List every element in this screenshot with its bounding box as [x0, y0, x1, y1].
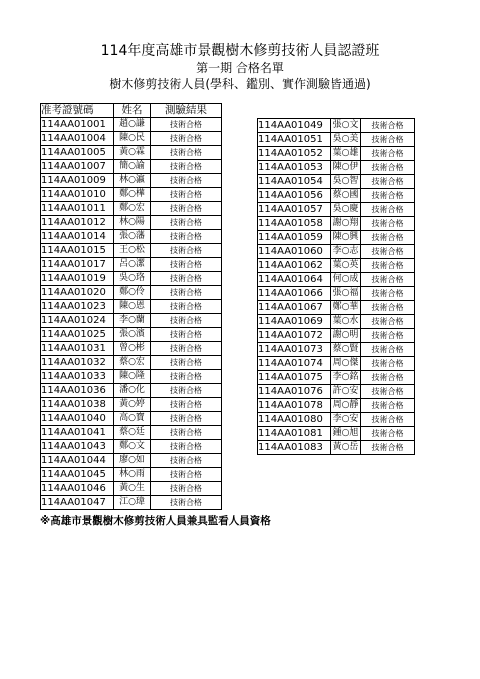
exam-number: 114AA01076	[258, 385, 331, 399]
candidate-name: 張○濱	[114, 328, 151, 342]
exam-number: 114AA01062	[258, 259, 331, 273]
table-row	[258, 273, 415, 287]
test-result: 技術合格	[361, 133, 415, 147]
candidate-name: 鄭○華	[331, 301, 361, 315]
page-subtitle-category: 樹木修剪技術人員(學科、鑑別、實作測驗皆通過)	[109, 77, 371, 91]
candidate-name: 陳○民	[114, 132, 151, 146]
candidate-name: 鄭○伶	[114, 286, 151, 300]
candidate-name: 趙○謙	[114, 118, 151, 132]
test-result: 技術合格	[361, 399, 415, 413]
table-row	[258, 427, 415, 441]
test-result: 技術合格	[151, 300, 222, 314]
table-row	[41, 272, 222, 286]
table-row	[41, 398, 222, 412]
test-result: 技術合格	[151, 272, 222, 286]
exam-number: 114AA01066	[258, 287, 331, 301]
test-result: 技術合格	[151, 440, 222, 454]
test-result: 技術合格	[151, 174, 222, 188]
table-row	[258, 189, 415, 203]
candidate-name: 黃○岳	[331, 441, 361, 455]
table-row	[258, 133, 415, 147]
exam-number: 114AA01004	[41, 132, 114, 146]
table-row	[41, 384, 222, 398]
exam-number: 114AA01045	[41, 468, 114, 482]
table-row	[41, 244, 222, 258]
table-row	[41, 300, 222, 314]
exam-number: 114AA01049	[258, 119, 331, 133]
candidate-name: 李○銘	[331, 371, 361, 385]
table-row	[258, 413, 415, 427]
exam-number: 114AA01075	[258, 371, 331, 385]
exam-number: 114AA01053	[258, 161, 331, 175]
candidate-name: 江○瑋	[114, 496, 151, 510]
test-result: 技術合格	[151, 482, 222, 496]
table-row	[41, 468, 222, 482]
test-result: 技術合格	[151, 342, 222, 356]
test-result: 技術合格	[361, 329, 415, 343]
candidate-name: 呂○潔	[114, 258, 151, 272]
table-row	[41, 496, 222, 510]
test-result: 技術合格	[361, 203, 415, 217]
exam-number: 114AA01051	[258, 133, 331, 147]
candidate-name: 陳○恩	[114, 300, 151, 314]
exam-number: 114AA01017	[41, 258, 114, 272]
exam-number: 114AA01058	[258, 217, 331, 231]
test-result: 技術合格	[151, 314, 222, 328]
exam-number: 114AA01019	[41, 272, 114, 286]
exam-number: 114AA01023	[41, 300, 114, 314]
test-result: 技術合格	[361, 147, 415, 161]
table-row	[41, 132, 222, 146]
left-roster-body	[41, 118, 222, 510]
test-result: 技術合格	[361, 343, 415, 357]
candidate-name: 李○志	[331, 245, 361, 259]
candidate-name: 李○安	[331, 413, 361, 427]
table-row	[258, 231, 415, 245]
table-row	[258, 399, 415, 413]
test-result: 技術合格	[151, 160, 222, 174]
table-row	[41, 454, 222, 468]
test-result: 技術合格	[361, 175, 415, 189]
candidate-name: 林○雨	[114, 468, 151, 482]
exam-number: 114AA01040	[41, 412, 114, 426]
candidate-name: 吳○美	[331, 133, 361, 147]
table-row	[41, 328, 222, 342]
exam-number: 114AA01010	[41, 188, 114, 202]
exam-number: 114AA01074	[258, 357, 331, 371]
candidate-name: 廖○如	[114, 454, 151, 468]
left-roster-table	[40, 103, 222, 510]
table-row	[258, 371, 415, 385]
exam-number: 114AA01064	[258, 273, 331, 287]
test-result: 技術合格	[151, 230, 222, 244]
test-result: 技術合格	[151, 118, 222, 132]
table-row	[258, 385, 415, 399]
candidate-name: 陳○興	[331, 231, 361, 245]
test-result: 技術合格	[151, 258, 222, 272]
candidate-name: 吳○珞	[114, 272, 151, 286]
exam-number: 114AA01031	[41, 342, 114, 356]
exam-number: 114AA01032	[41, 356, 114, 370]
table-row	[258, 357, 415, 371]
table-row	[41, 482, 222, 496]
test-result: 技術合格	[151, 146, 222, 160]
candidate-name: 蔡○國	[331, 189, 361, 203]
table-row	[258, 441, 415, 455]
candidate-name: 陳○伊	[331, 161, 361, 175]
exam-number: 114AA01041	[41, 426, 114, 440]
table-row	[258, 259, 415, 273]
exam-number: 114AA01033	[41, 370, 114, 384]
candidate-name: 何○成	[331, 273, 361, 287]
exam-number: 114AA01081	[258, 427, 331, 441]
right-roster-table	[257, 118, 415, 455]
exam-number: 114AA01047	[41, 496, 114, 510]
test-result: 技術合格	[361, 385, 415, 399]
candidate-name: 蔡○廷	[114, 426, 151, 440]
exam-number: 114AA01020	[41, 286, 114, 300]
test-result: 技術合格	[151, 370, 222, 384]
candidate-name: 許○安	[331, 385, 361, 399]
exam-number: 114AA01060	[258, 245, 331, 259]
candidate-name: 張○文	[331, 119, 361, 133]
candidate-name: 鄭○宏	[114, 202, 151, 216]
exam-number: 114AA01059	[258, 231, 331, 245]
exam-number: 114AA01069	[258, 315, 331, 329]
test-result: 技術合格	[361, 413, 415, 427]
candidate-name: 黃○生	[114, 482, 151, 496]
candidate-name: 吳○智	[331, 175, 361, 189]
test-result: 技術合格	[151, 496, 222, 510]
candidate-name: 鍾○旭	[331, 427, 361, 441]
candidate-name: 高○寶	[114, 412, 151, 426]
table-row	[258, 245, 415, 259]
test-result: 技術合格	[151, 468, 222, 482]
table-row	[41, 370, 222, 384]
exam-number: 114AA01044	[41, 454, 114, 468]
table-row	[258, 119, 415, 133]
test-result: 技術合格	[361, 287, 415, 301]
exam-number: 114AA01046	[41, 482, 114, 496]
table-row	[41, 160, 222, 174]
table-row	[258, 343, 415, 357]
table-row	[258, 329, 415, 343]
exam-number: 114AA01056	[258, 189, 331, 203]
table-row	[258, 287, 415, 301]
exam-number: 114AA01052	[258, 147, 331, 161]
exam-number: 114AA01005	[41, 146, 114, 160]
test-result: 技術合格	[361, 371, 415, 385]
test-result: 技術合格	[361, 231, 415, 245]
exam-number: 114AA01083	[258, 441, 331, 455]
test-result: 技術合格	[361, 301, 415, 315]
exam-number: 114AA01036	[41, 384, 114, 398]
table-row	[41, 356, 222, 370]
table-row	[258, 315, 415, 329]
test-result: 技術合格	[151, 356, 222, 370]
exam-number: 114AA01073	[258, 343, 331, 357]
table-row	[41, 258, 222, 272]
candidate-name: 李○蘭	[114, 314, 151, 328]
exam-number: 114AA01038	[41, 398, 114, 412]
exam-number: 114AA01001	[41, 118, 114, 132]
candidate-name: 葉○英	[331, 259, 361, 273]
table-row	[41, 188, 222, 202]
candidate-name: 鄭○文	[114, 440, 151, 454]
test-result: 技術合格	[151, 426, 222, 440]
test-result: 技術合格	[361, 441, 415, 455]
candidate-name: 蔡○賢	[331, 343, 361, 357]
candidate-name: 吳○慶	[331, 203, 361, 217]
candidate-name: 黃○婷	[114, 398, 151, 412]
exam-number: 114AA01078	[258, 399, 331, 413]
test-result: 技術合格	[361, 273, 415, 287]
table-row	[41, 426, 222, 440]
exam-number: 114AA01057	[258, 203, 331, 217]
exam-number: 114AA01043	[41, 440, 114, 454]
exam-number: 114AA01025	[41, 328, 114, 342]
test-result: 技術合格	[361, 161, 415, 175]
table-row	[258, 161, 415, 175]
exam-number: 114AA01014	[41, 230, 114, 244]
candidate-name: 林○瀛	[114, 174, 151, 188]
column-header-name: 姓名	[114, 104, 151, 118]
test-result: 技術合格	[151, 384, 222, 398]
exam-number: 114AA01072	[258, 329, 331, 343]
exam-number: 114AA01015	[41, 244, 114, 258]
table-row	[258, 217, 415, 231]
test-result: 技術合格	[361, 357, 415, 371]
candidate-name: 陳○隆	[114, 370, 151, 384]
test-result: 技術合格	[151, 244, 222, 258]
table-row	[41, 440, 222, 454]
exam-number: 114AA01009	[41, 174, 114, 188]
test-result: 技術合格	[151, 188, 222, 202]
candidate-name: 張○福	[331, 287, 361, 301]
candidate-name: 曾○彬	[114, 342, 151, 356]
candidate-name: 葉○水	[331, 315, 361, 329]
exam-number: 114AA01024	[41, 314, 114, 328]
table-row	[258, 301, 415, 315]
footer-note: ※高雄市景觀樹木修剪技術人員兼具監看人員資格	[40, 515, 271, 527]
candidate-name: 張○藩	[114, 230, 151, 244]
test-result: 技術合格	[361, 259, 415, 273]
candidate-name: 謝○明	[331, 329, 361, 343]
exam-number: 114AA01080	[258, 413, 331, 427]
table-row	[258, 203, 415, 217]
candidate-name: 王○松	[114, 244, 151, 258]
exam-number: 114AA01011	[41, 202, 114, 216]
test-result: 技術合格	[151, 286, 222, 300]
table-row	[41, 174, 222, 188]
test-result: 技術合格	[151, 454, 222, 468]
table-row	[41, 314, 222, 328]
page-title: 114年度高雄市景觀樹木修剪技術人員認證班	[100, 43, 380, 59]
column-header-result: 測驗結果	[151, 104, 222, 118]
page-subtitle: 第一期 合格名單	[196, 61, 284, 75]
test-result: 技術合格	[361, 217, 415, 231]
table-row	[41, 286, 222, 300]
exam-number: 114AA01012	[41, 216, 114, 230]
exam-number: 114AA01007	[41, 160, 114, 174]
test-result: 技術合格	[361, 189, 415, 203]
candidate-name: 簡○諭	[114, 160, 151, 174]
table-row	[41, 230, 222, 244]
candidate-name: 周○傑	[331, 357, 361, 371]
candidate-name: 黃○霖	[114, 146, 151, 160]
table-row	[41, 146, 222, 160]
test-result: 技術合格	[361, 315, 415, 329]
test-result: 技術合格	[151, 398, 222, 412]
candidate-name: 葉○雄	[331, 147, 361, 161]
table-row	[41, 412, 222, 426]
candidate-name: 蔡○宏	[114, 356, 151, 370]
table-row	[258, 175, 415, 189]
test-result: 技術合格	[361, 427, 415, 441]
test-result: 技術合格	[151, 412, 222, 426]
table-row	[41, 118, 222, 132]
table-row	[41, 342, 222, 356]
test-result: 技術合格	[151, 216, 222, 230]
test-result: 技術合格	[361, 119, 415, 133]
column-header-id: 准考證號碼	[41, 104, 114, 118]
table-row	[41, 202, 222, 216]
table-header-row	[41, 104, 222, 118]
candidate-name: 潘○化	[114, 384, 151, 398]
test-result: 技術合格	[151, 132, 222, 146]
table-row	[258, 147, 415, 161]
test-result: 技術合格	[361, 245, 415, 259]
exam-number: 114AA01067	[258, 301, 331, 315]
test-result: 技術合格	[151, 328, 222, 342]
table-row	[41, 216, 222, 230]
exam-number: 114AA01054	[258, 175, 331, 189]
test-result: 技術合格	[151, 202, 222, 216]
candidate-name: 周○靜	[331, 399, 361, 413]
candidate-name: 鄭○樺	[114, 188, 151, 202]
right-roster-body	[258, 119, 415, 455]
candidate-name: 林○陽	[114, 216, 151, 230]
candidate-name: 謝○翔	[331, 217, 361, 231]
